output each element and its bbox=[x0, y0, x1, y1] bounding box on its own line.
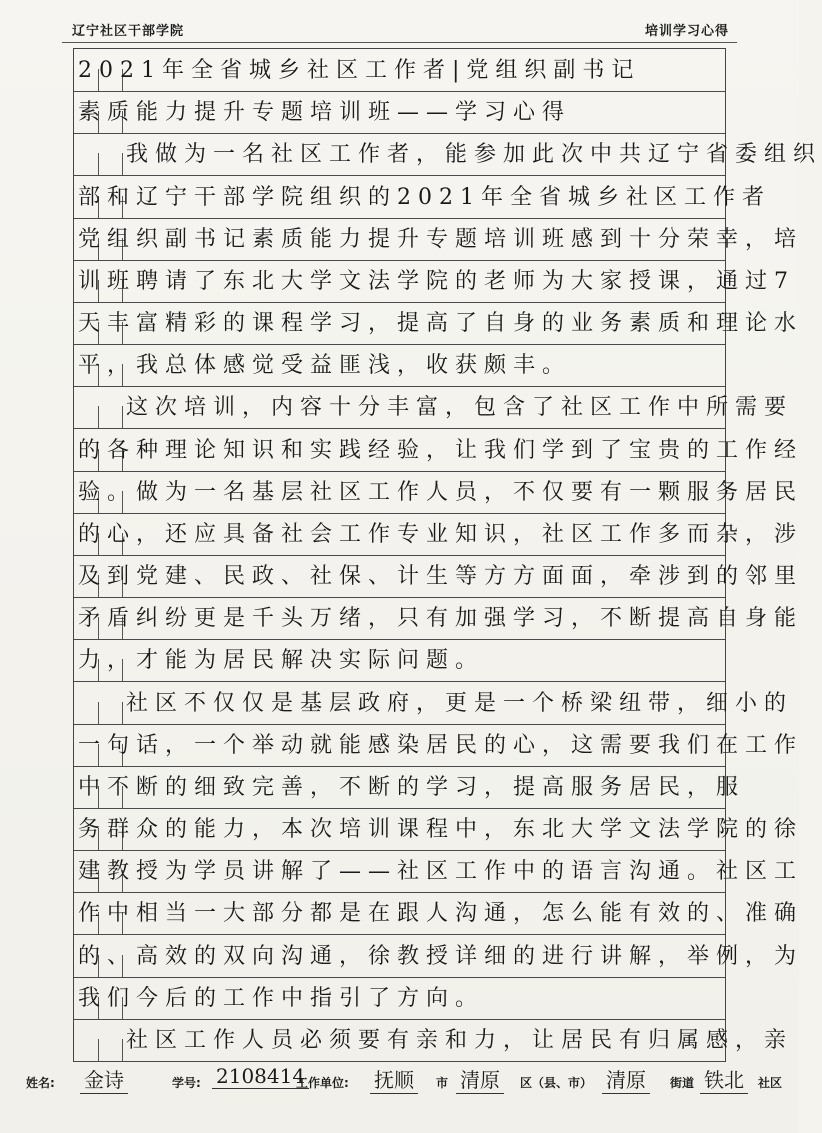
text-row bbox=[74, 639, 725, 682]
handwritten-line: 社区工作人员必须要有亲和力，让居民有归属感，亲 bbox=[126, 1027, 794, 1053]
handwritten-line: 素质能力提升专题培训班——学习心得 bbox=[78, 100, 572, 126]
handwritten-line: 一句话，一个举动就能感染居民的心，这需要我们在工作 bbox=[78, 732, 804, 758]
text-row bbox=[74, 555, 804, 598]
handwritten-line: 2021年全省城乡社区工作者|党组织副书记 bbox=[78, 58, 641, 84]
text-row bbox=[74, 91, 725, 134]
name-label: 姓名: bbox=[26, 1076, 55, 1090]
community-label: 社区 bbox=[758, 1076, 783, 1090]
text-row bbox=[74, 892, 804, 935]
text-row bbox=[74, 133, 822, 176]
handwritten-line: 这次培训，内容十分丰富，包含了社区工作中所需要 bbox=[126, 395, 794, 421]
student-id-value: 2108414 bbox=[212, 1064, 309, 1089]
text-row bbox=[74, 850, 804, 893]
handwritten-line: 部和辽宁干部学院组织的2021年全省城乡社区工作者 bbox=[78, 184, 771, 210]
text-row bbox=[74, 682, 794, 725]
handwritten-line: 务群众的能力，本次培训课程中，东北大学文法学院的徐 bbox=[78, 817, 804, 843]
handwritten-line: 及到党建、民政、社保、计生等方方面面，牵涉到的邻里 bbox=[78, 564, 804, 590]
grid-tick bbox=[122, 406, 123, 428]
handwritten-line: 的、高效的双向沟通，徐教授详细的进行讲解，举例，为 bbox=[78, 943, 804, 969]
grid-tick bbox=[122, 153, 123, 175]
district-value: 清原 bbox=[456, 1064, 504, 1094]
work-unit-label: 工作单位: bbox=[296, 1076, 349, 1090]
city-value: 抚顺 bbox=[370, 1064, 418, 1094]
name-value: 金诗 bbox=[80, 1064, 128, 1094]
grid-tick bbox=[98, 702, 99, 724]
handwritten-line: 平，我总体感觉受益匪浅，收获颇丰。 bbox=[78, 353, 572, 379]
community-value: 铁北 bbox=[700, 1064, 748, 1094]
text-row bbox=[74, 386, 794, 429]
handwritten-line: 作中相当一大部分都是在跟人沟通，怎么能有效的、准确 bbox=[78, 901, 804, 927]
grid-tick bbox=[122, 1039, 123, 1061]
city-label: 市 bbox=[436, 1076, 449, 1090]
handwritten-line: 建教授为学员讲解了——社区工作中的语言沟通。社区工 bbox=[78, 859, 804, 885]
text-row bbox=[74, 724, 804, 767]
handwritten-line: 矛盾纠纷更是千头万绪，只有加强学习，不断提高自身能 bbox=[78, 606, 804, 632]
text-row bbox=[74, 766, 746, 809]
grid-tick bbox=[122, 702, 123, 724]
handwritten-line: 的心，还应具备社会工作专业知识，社区工作多而杂，涉 bbox=[78, 521, 804, 547]
handwritten-line: 训班聘请了东北大学文法学院的老师为大家授课，通过7 bbox=[78, 268, 795, 294]
text-row bbox=[74, 597, 804, 640]
text-row bbox=[74, 808, 804, 851]
handwritten-line: 社区不仅仅是基层政府，更是一个桥梁纽带，细小的 bbox=[126, 690, 794, 716]
district-label: 区（县、市） bbox=[520, 1076, 593, 1090]
student-id-label: 学号: bbox=[172, 1076, 201, 1090]
text-row bbox=[74, 302, 804, 345]
text-row bbox=[74, 471, 804, 514]
handwritten-line: 力，才能为居民解决实际问题。 bbox=[78, 648, 485, 674]
text-row bbox=[74, 513, 804, 556]
text-row bbox=[74, 218, 804, 261]
student-info-footer bbox=[20, 1060, 789, 1100]
grid-tick bbox=[98, 153, 99, 175]
handwritten-line: 党组织副书记素质能力提升专题培训班感到十分荣幸，培 bbox=[78, 226, 804, 252]
text-row bbox=[74, 1019, 794, 1062]
text-row bbox=[74, 176, 771, 219]
text-row bbox=[74, 935, 804, 978]
handwritten-line: 中不断的细致完善，不断的学习，提高服务居民，服 bbox=[78, 774, 746, 800]
grid-tick bbox=[98, 1039, 99, 1061]
street-label: 街道 bbox=[670, 1076, 695, 1090]
text-row bbox=[74, 260, 795, 303]
text-row bbox=[74, 49, 725, 92]
street-value: 清原 bbox=[602, 1064, 650, 1094]
text-row bbox=[74, 977, 725, 1020]
page-header bbox=[62, 18, 737, 43]
writing-grid bbox=[73, 48, 822, 1062]
handwritten-line: 的各种理论知识和实践经验，让我们学到了宝贵的工作经 bbox=[78, 437, 804, 463]
text-row bbox=[74, 344, 725, 387]
grid-tick bbox=[98, 406, 99, 428]
handwritten-line: 验。做为一名基层社区工作人员，不仅要有一颗服务居民 bbox=[78, 479, 804, 505]
document-type: 培训学习心得 bbox=[644, 24, 729, 39]
school-name: 辽宁社区干部学院 bbox=[72, 24, 185, 39]
handwritten-line: 我做为一名社区工作者，能参加此次中共辽宁省委组织 bbox=[126, 142, 822, 168]
text-row bbox=[74, 429, 804, 472]
handwritten-line: 我们今后的工作中指引了方向。 bbox=[78, 985, 485, 1011]
handwritten-line: 天丰富精彩的课程学习，提高了自身的业务素质和理论水 bbox=[78, 311, 804, 337]
